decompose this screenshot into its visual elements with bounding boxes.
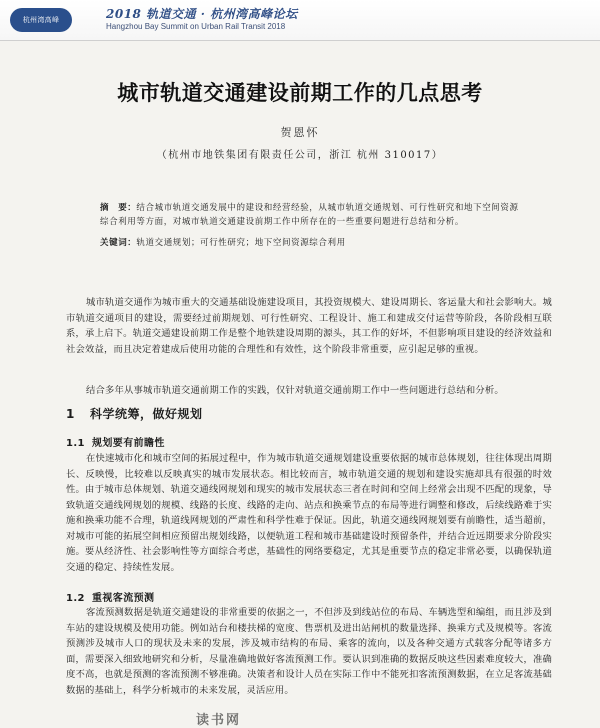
section-1-1-title: 规划要有前瞻性 <box>92 438 165 449</box>
keywords <box>100 236 520 248</box>
intro-paragraph-2-text: 结合多年从事城市轨道交通前期工作的实践，仅针对轨道交通前期工作中一些问题进行总结和分析。 <box>86 385 504 396</box>
section-1-1-heading <box>66 434 165 449</box>
section-1-number: 1 <box>66 407 75 421</box>
section-1-1-paragraph <box>66 451 552 575</box>
section-1-2-heading <box>66 589 154 604</box>
conference-logo: 杭州湾高峰 <box>10 8 72 32</box>
section-1-title: 科学统筹，做好规划 <box>90 407 203 421</box>
intro-paragraph-2 <box>66 383 552 399</box>
section-1-2-title: 重视客流预测 <box>92 593 155 604</box>
paper-affiliation: （杭州市地铁集团有限责任公司，浙江 杭州 310017） <box>156 150 444 161</box>
section-1-1-number: 1.1 <box>66 438 85 449</box>
abstract-label: 摘 要： <box>100 203 137 213</box>
section-1-heading <box>66 405 203 422</box>
paper-title: 城市轨道交通建设前期工作的几点思考 <box>117 81 483 105</box>
paper-author: 贺恩怀 <box>280 126 320 139</box>
intro-paragraph-1-text: 城市轨道交通作为城市重大的交通基础设施建设项目，其投资规模大、建设周期长、客运量大和社会影响大。城市轨道交通项目的建设，需要经过前期规划、可行性研究、工程设计、施工和建成交付运营等阶段，各阶段相互联系，承上启下。轨道交通建设前期工作是整个地铁建设周期的源头，其工作的好坏，不但影响项目建设的经济效益和社会效益，而且决定着建成后使用功能的合理性和有效性，这个阶段非常重要，应引起足够的重视。 <box>66 297 552 355</box>
keywords-text: 轨道交通规划；可行性研究；地下空间资源综合利用 <box>136 238 346 248</box>
conference-title: 2018 轨道交通 · 杭州湾高峰论坛 <box>106 7 298 21</box>
abstract-text: 结合城市轨道交通发展中的建设和经营经验，从城市轨道交通规划、可行性研究和地下空间资源综合利用等方面，对城市轨道交通建设前期工作中所存在的一些重要问题进行总结和分析。 <box>100 203 519 227</box>
footer-watermark: 读书网 <box>196 713 242 728</box>
keywords-label: 关键词： <box>100 238 137 248</box>
abstract <box>100 201 520 229</box>
conference-subtitle: Hangzhou Bay Summit on Urban Rail Transit 2018 <box>106 22 286 31</box>
section-1-2-text: 客流预测数据是轨道交通建设的非常重要的依据之一，不但涉及到线站位的布局、车辆选型和编组，而且涉及到车站的建设规模及使用功能。例如站台和楼扶梯的宽度、售票机及进出站闸机的数量选择、换乘方式及规模等。客流预测涉及城市人口的现状及未来的发展，涉及城市结构的布局、乘客的流向，以及各种交通方式载客分配等诸多方面，需要深入细致地研究和分析，尽量准确地做好客流预测工作。要认识到准确的数据反映这些因素难度较大，准确度不高，也就是预测的客流预测不够准确。决策者和设计人员在实际工作中不能死扣客流预测数据，在立足客流基础数据的基础上，科学分析城市的未来发展，灵活应用。 <box>66 607 552 696</box>
intro-paragraph-1 <box>66 295 552 357</box>
conference-header <box>0 0 600 41</box>
section-1-2-number: 1.2 <box>66 593 85 604</box>
section-1-1-text: 在快速城市化和城市空间的拓展过程中，作为城市轨道交通规划建设重要依据的城市总体规划，往往体现出周期长、反映慢，比较难以反映真实的城市发展状态。相比较而言，城市轨道交通的规划和建设实施却具有很强的时效性。由于城市总体规划、轨道交通线网规划和现实的城市发展状态三者在时间和空间上经常会出现不匹配的现象，导致轨道交通线网规划的规模、线路的长度、线路的走向、站点和换乘节点的布局等进行调整和修改，后续线路难于实施和换乘功能不合理，轨道线网规划的严肃性和科学性难于保证。因此，轨道交通线网规划要有前瞻性，适当超前，对城市可能的拓展空间相应预留出规划线路，以便轨道工程和城市基础建设时预留条件，并结合近远期要求分阶段实施。要从经济性、社会影响性等方面综合考虑，基础性的网络要稳定，尤其是重要节点的稳定非常必要，以确保轨道交通的稳定、持续性发展。 <box>66 453 552 573</box>
section-1-2-paragraph <box>66 605 552 698</box>
